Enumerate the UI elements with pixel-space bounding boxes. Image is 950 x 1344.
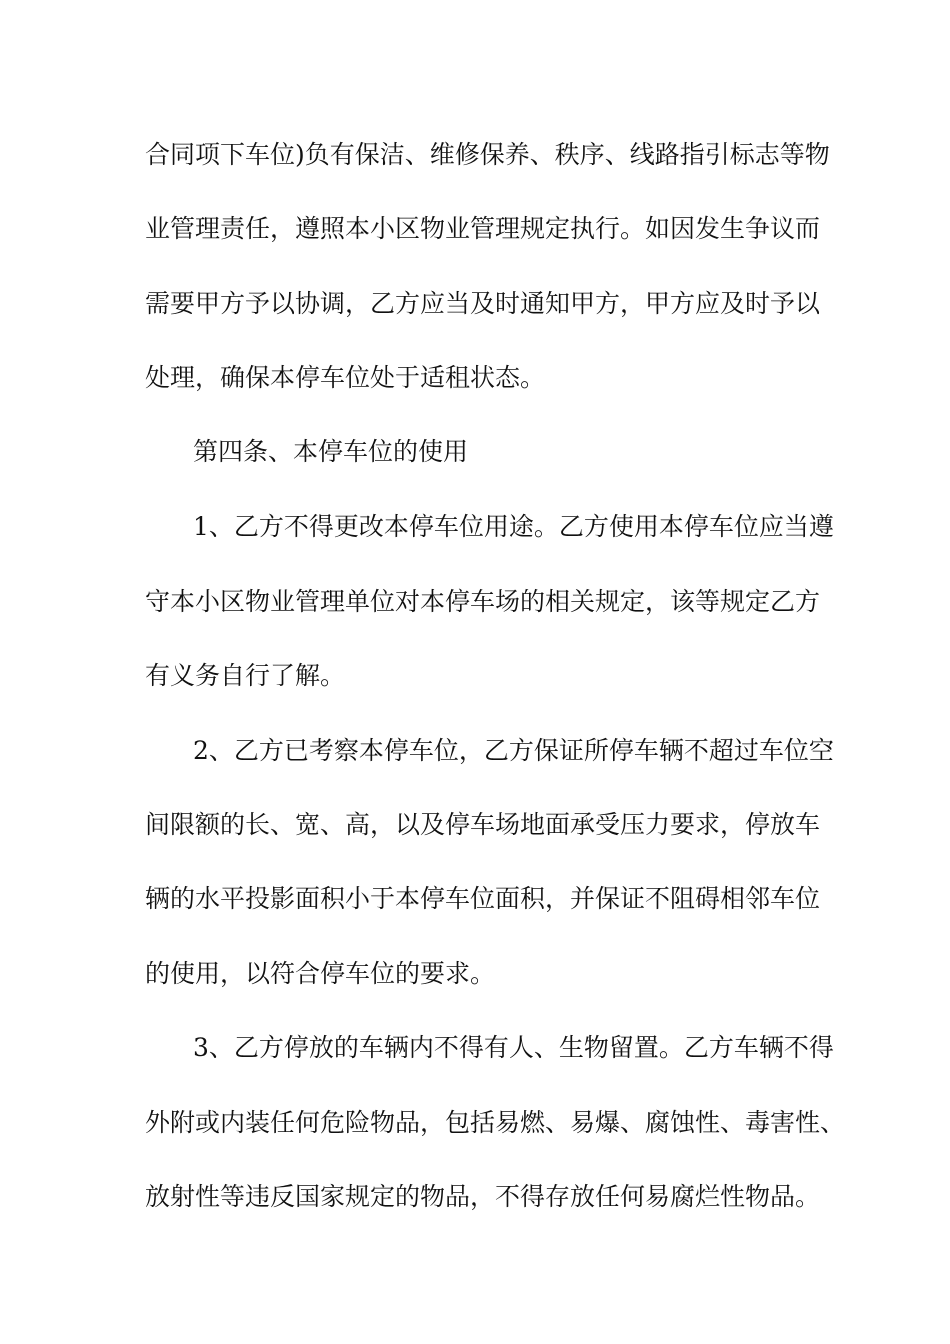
paragraph-1-line-3: 需要甲方予以协调，乙方应当及时通知甲方，甲方应及时予以 — [145, 289, 821, 318]
item-1-line-2: 守本小区物业管理单位对本停车场的相关规定，该等规定乙方 — [145, 587, 821, 616]
item-2-line-1: 2、乙方已考察本停车位，乙方保证所停车辆不超过车位空 — [193, 736, 834, 765]
section-heading: 第四条、本停车位的使用 — [193, 437, 469, 466]
item-1-line-1: 1、乙方不得更改本停车位用途。乙方使用本停车位应当遵 — [193, 512, 834, 541]
paragraph-1-line-1: 合同项下车位)负有保洁、维修保养、秩序、线路指引标志等物 — [145, 140, 830, 169]
item-2-line-3: 辆的水平投影面积小于本停车位面积，并保证不阻碍相邻车位 — [145, 884, 821, 913]
item-3-line-1: 3、乙方停放的车辆内不得有人、生物留置。乙方车辆不得 — [193, 1033, 834, 1062]
item-3-line-3: 放射性等违反国家规定的物品，不得存放任何易腐烂性物品。 — [145, 1182, 821, 1211]
item-3-line-2: 外附或内装任何危险物品，包括易燃、易爆、腐蚀性、毒害性、 — [145, 1108, 846, 1137]
item-2-line-2: 间限额的长、宽、高，以及停车场地面承受压力要求，停放车 — [145, 810, 821, 839]
item-1-line-3: 有义务自行了解。 — [145, 661, 346, 690]
paragraph-1-line-4: 处理，确保本停车位处于适租状态。 — [145, 363, 546, 392]
paragraph-1-line-2: 业管理责任，遵照本小区物业管理规定执行。如因发生争议而 — [145, 214, 821, 243]
item-2-line-4: 的使用，以符合停车位的要求。 — [145, 959, 496, 988]
